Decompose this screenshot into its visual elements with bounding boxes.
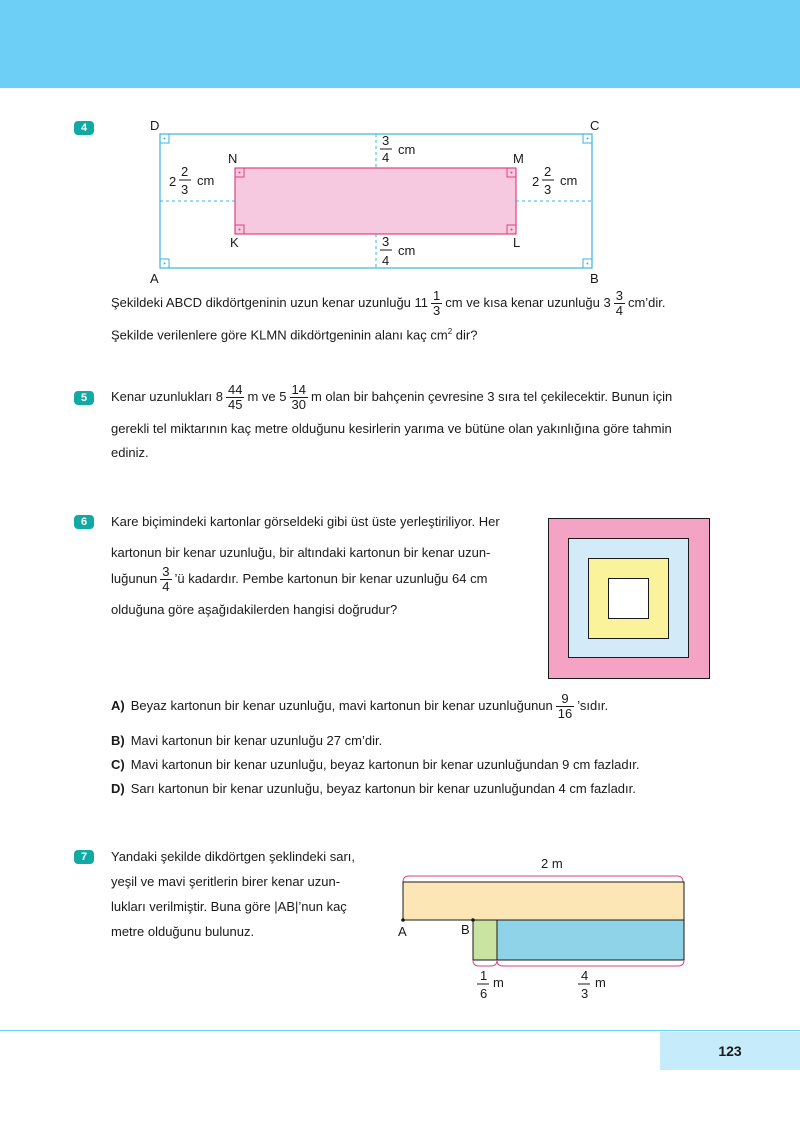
white-square (609, 579, 649, 619)
option-a[interactable]: A) Beyaz kartonun bir kenar uzunluğu, mavi kartonun bir kenar uzunluğunun $\frac{9}{16}$ ’sıdır. (111, 691, 609, 721)
left-gap-den: 3 (181, 182, 189, 197)
option-c[interactable]: C) Mavi kartonun bir kenar uzunluğu, beyaz kartonun bir kenar uzunluğundan 9 cm fazladır. (111, 757, 640, 772)
q5-line-3: ediniz. (111, 445, 149, 460)
label-d: D (150, 118, 160, 133)
q7-line-4: metre olduğunu bulunuz. (111, 924, 255, 939)
q5-line-2: gerekli tel miktarının kaç metre olduğunu kesirlerin yarıma ve bütüne olan yakınlığına göre tahmin (111, 421, 672, 436)
green-strip (473, 920, 497, 960)
blue-len-den: 3 (581, 986, 589, 1001)
header-band (0, 0, 800, 88)
top-gap-den: 4 (382, 150, 390, 165)
page-number: 123 (718, 1043, 742, 1059)
q6-line-4: olduğuna göre aşağıdakilerden hangisi doğrudur? (111, 602, 398, 617)
green-len-unit: m (493, 975, 504, 990)
bottom-gap-unit: cm (398, 243, 416, 258)
option-d[interactable]: D) Sarı kartonun bir kenar uzunluğu, beyaz kartonun bir kenar uzunluğundan 4 cm fazladır. (111, 781, 636, 796)
rect-klmn (235, 168, 516, 234)
q6-line-1: Kare biçimindeki kartonlar görseldeki gibi üst üste yerleştiriliyor. Her (111, 514, 500, 529)
green-len-den: 6 (480, 986, 488, 1001)
top-gap-num: 3 (382, 133, 390, 148)
label-n: N (228, 151, 238, 166)
point-b-label: B (461, 922, 470, 937)
label-b: B (590, 271, 599, 286)
label-m: M (513, 151, 524, 166)
bottom-gap-den: 4 (382, 253, 390, 268)
question-number-badge: 4 (74, 121, 94, 135)
green-len-num: 1 (480, 968, 488, 983)
label-k: K (230, 235, 239, 250)
q7-line-1: Yandaki şekilde dikdörtgen şeklindeki sarı, (111, 849, 356, 864)
q6-line-3: luğunun $\frac{3}{4}$ ’ü kadardır. Pembe kartonun bir kenar uzunluğu 64 cm (111, 564, 488, 594)
footer-divider (0, 1030, 800, 1031)
right-gap-whole: 2 (532, 174, 540, 189)
q5-line-1: Kenar uzunlukları 8 $\frac{44}{45}$ m ve 5 $\frac{14}{30}$ m olan bir bahçenin çevresine 3 sıra tel çekilecektir. Bunun için (111, 382, 673, 412)
top-length-label: 2 m (541, 856, 563, 871)
q4-line-1: Şekildeki ABCD dikdörtgeninin uzun kenar uzunluğu 11 $\frac{1}{3}$ cm ve kısa kenar uzunluğu 3 $\frac{3}{4}$ cm’dir. (111, 288, 666, 318)
right-gap-den: 3 (544, 182, 552, 197)
top-gap-unit: cm (398, 142, 416, 157)
bottom-gap-num: 3 (382, 234, 390, 249)
q7-line-3: lukları verilmiştir. Buna göre |AB|’nun kaç (111, 899, 347, 914)
blue-len-unit: m (595, 975, 606, 990)
right-gap-num: 2 (544, 164, 552, 179)
label-c: C (590, 118, 600, 133)
label-a: A (150, 271, 159, 286)
nested-squares-figure (548, 518, 712, 680)
left-gap-num: 2 (181, 164, 189, 179)
point-a-label: A (398, 924, 407, 939)
question-number-badge: 7 (74, 850, 94, 864)
q6-line-2: kartonun bir kenar uzunluğu, bir altındaki kartonun bir kenar uzun- (111, 545, 491, 560)
right-gap-unit: cm (560, 173, 578, 188)
yellow-strip (403, 882, 684, 920)
question-number-badge: 6 (74, 515, 94, 529)
left-gap-whole: 2 (169, 174, 177, 189)
left-gap-unit: cm (197, 173, 215, 188)
blue-len-num: 4 (581, 968, 589, 983)
question-number-badge: 5 (74, 391, 94, 405)
label-l: L (513, 235, 521, 250)
q4-line-2: Şekilde verilenlere göre KLMN dikdörtgeninin alanı kaç $cm^2$ dir? (111, 327, 478, 343)
strips-figure (395, 852, 695, 1007)
option-b[interactable]: B) Mavi kartonun bir kenar uzunluğu 27 cm’dir. (111, 733, 383, 748)
q4-rectangle-figure (140, 115, 620, 290)
blue-strip (497, 920, 684, 960)
q7-line-2: yeşil ve mavi şeritlerin birer kenar uzun- (111, 874, 341, 889)
